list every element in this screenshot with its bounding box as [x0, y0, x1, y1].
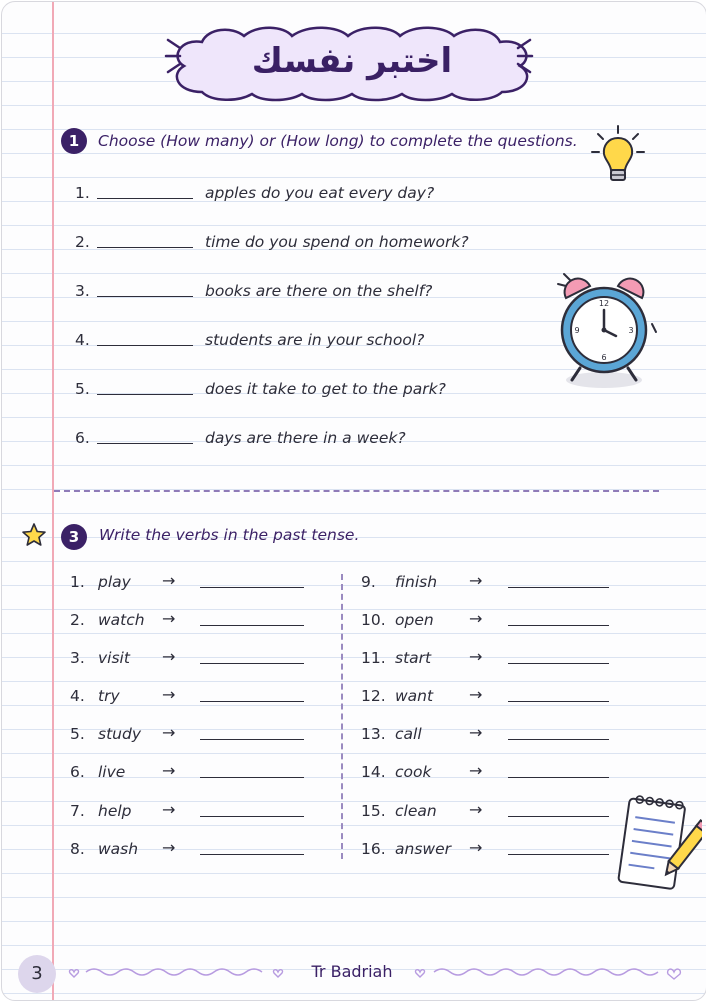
verb-number: 16. [361, 840, 386, 858]
answer-blank[interactable] [97, 233, 193, 248]
arrow-icon: → [162, 571, 176, 590]
answer-blank[interactable] [200, 763, 304, 778]
question-text: time do you spend on homework? [205, 233, 469, 251]
verb-row-7 [70, 802, 310, 826]
verb-row-2 [70, 611, 310, 635]
worksheet-page [1, 1, 706, 1001]
section-1-instruction: Choose (How many) or (How long) to complete the questions. [98, 132, 578, 150]
lightbulb-icon [590, 124, 646, 188]
verb-row-3 [70, 649, 310, 673]
question-number: 1. [75, 184, 90, 202]
answer-blank[interactable] [508, 573, 609, 588]
svg-text:6: 6 [601, 353, 607, 362]
answer-blank[interactable] [97, 184, 193, 199]
verb-text: visit [98, 649, 130, 667]
arrow-icon: → [469, 647, 483, 666]
question-row-1 [75, 184, 495, 208]
svg-text:12: 12 [598, 299, 610, 308]
verb-text: study [98, 725, 141, 743]
answer-blank[interactable] [508, 725, 609, 740]
footer-wave-right [412, 960, 688, 984]
question-row-3 [75, 282, 495, 306]
verb-text: open [395, 611, 434, 629]
section-divider [54, 490, 659, 492]
section-1-badge: 1 [61, 128, 87, 154]
answer-blank[interactable] [97, 282, 193, 297]
arrow-icon: → [469, 723, 483, 742]
verb-row-1 [70, 573, 310, 597]
answer-blank[interactable] [200, 611, 304, 626]
verb-number: 4. [70, 687, 85, 705]
notepad-pencil-icon [614, 792, 702, 896]
question-number: 5. [75, 380, 90, 398]
verb-number: 8. [70, 840, 85, 858]
answer-blank[interactable] [508, 649, 609, 664]
arrow-icon: → [162, 609, 176, 628]
verb-text: finish [395, 573, 438, 591]
verb-number: 1. [70, 573, 85, 591]
footer-wave-left [68, 960, 292, 984]
answer-blank[interactable] [200, 687, 304, 702]
verb-number: 5. [70, 725, 85, 743]
verb-number: 3. [70, 649, 85, 667]
verb-text: call [395, 725, 422, 743]
verb-text: answer [395, 840, 451, 858]
question-text: students are in your school? [205, 331, 425, 349]
arrow-icon: → [469, 761, 483, 780]
verb-text: live [98, 763, 126, 781]
verb-number: 9. [361, 573, 376, 591]
verb-text: cook [395, 763, 432, 781]
svg-text:9: 9 [574, 326, 580, 335]
arrow-icon: → [162, 838, 176, 857]
verb-text: play [98, 573, 131, 591]
answer-blank[interactable] [508, 611, 609, 626]
verb-text: clean [395, 802, 437, 820]
arrow-icon: → [469, 800, 483, 819]
verb-number: 15. [361, 802, 386, 820]
question-row-4 [75, 331, 495, 355]
arrow-icon: → [469, 685, 483, 704]
answer-blank[interactable] [200, 840, 304, 855]
answer-blank[interactable] [508, 802, 609, 817]
answer-blank[interactable] [200, 725, 304, 740]
question-text: does it take to get to the park? [205, 380, 446, 398]
verb-text: help [98, 802, 132, 820]
answer-blank[interactable] [508, 763, 609, 778]
arrow-icon: → [469, 838, 483, 857]
column-divider [341, 574, 343, 859]
answer-blank[interactable] [508, 840, 609, 855]
verb-row-13 [361, 725, 613, 749]
answer-blank[interactable] [97, 429, 193, 444]
section-3-instruction: Write the verbs in the past tense. [99, 526, 360, 544]
arrow-icon: → [162, 685, 176, 704]
verb-row-9 [361, 573, 613, 597]
verb-row-4 [70, 687, 310, 711]
answer-blank[interactable] [97, 380, 193, 395]
svg-text:3: 3 [628, 326, 634, 335]
verb-row-6 [70, 763, 310, 787]
page-title: اختبر نفسك [251, 41, 453, 81]
answer-blank[interactable] [200, 649, 304, 664]
question-row-2 [75, 233, 495, 257]
question-row-6 [75, 429, 495, 453]
verb-number: 10. [361, 611, 386, 629]
question-row-5 [75, 380, 495, 404]
answer-blank[interactable] [200, 573, 304, 588]
verb-number: 6. [70, 763, 85, 781]
arrow-icon: → [162, 647, 176, 666]
verb-row-12 [361, 687, 613, 711]
author-name: Tr Badriah [311, 962, 393, 981]
page-number: 3 [18, 955, 56, 993]
question-number: 6. [75, 429, 90, 447]
verb-number: 13. [361, 725, 386, 743]
verb-row-8 [70, 840, 310, 864]
verb-text: wash [98, 840, 139, 858]
verb-number: 12. [361, 687, 386, 705]
arrow-icon: → [162, 723, 176, 742]
verb-text: start [395, 649, 432, 667]
verb-text: want [395, 687, 434, 705]
verb-number: 7. [70, 802, 85, 820]
title-spark-right-icon [508, 34, 534, 78]
answer-blank[interactable] [200, 802, 304, 817]
verb-text: watch [98, 611, 145, 629]
verb-row-10 [361, 611, 613, 635]
question-text: days are there in a week? [205, 429, 406, 447]
verb-row-14 [361, 763, 613, 787]
verb-number: 14. [361, 763, 386, 781]
section-3-badge: 3 [61, 524, 87, 550]
question-text: books are there on the shelf? [205, 282, 433, 300]
arrow-icon: → [469, 609, 483, 628]
question-number: 4. [75, 331, 90, 349]
verb-row-16 [361, 840, 613, 864]
verb-text: try [98, 687, 120, 705]
question-number: 2. [75, 233, 90, 251]
verb-row-5 [70, 725, 310, 749]
verb-number: 2. [70, 611, 85, 629]
answer-blank[interactable] [508, 687, 609, 702]
verb-number: 11. [361, 649, 386, 667]
verb-row-11 [361, 649, 613, 673]
arrow-icon: → [162, 800, 176, 819]
question-text: apples do you eat every day? [205, 184, 435, 202]
question-number: 3. [75, 282, 90, 300]
verb-row-15 [361, 802, 613, 826]
alarm-clock-icon [556, 268, 660, 392]
answer-blank[interactable] [97, 331, 193, 346]
title-spark-left-icon [164, 34, 190, 78]
margin-line [52, 2, 54, 1000]
arrow-icon: → [469, 571, 483, 590]
arrow-icon: → [162, 761, 176, 780]
star-icon [21, 522, 47, 548]
